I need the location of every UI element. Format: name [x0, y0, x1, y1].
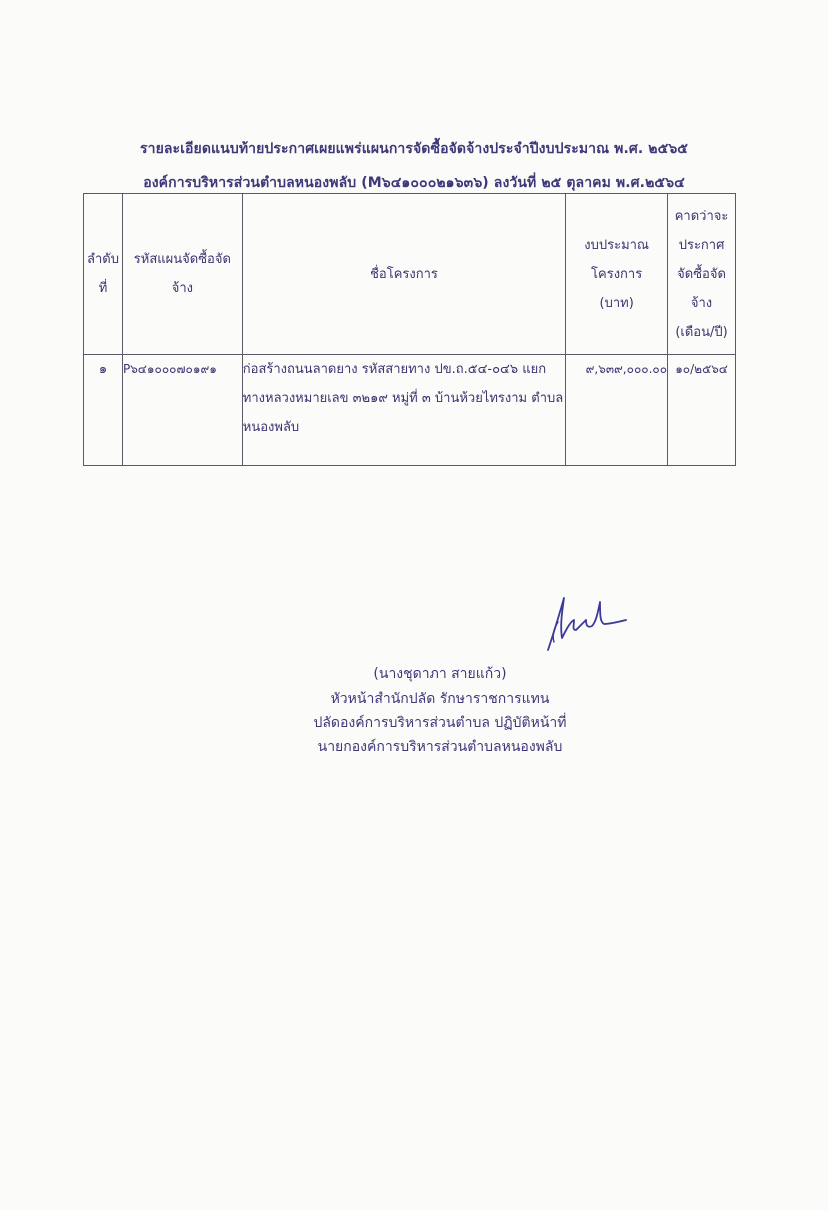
table-header-row: [84, 194, 736, 355]
header-line: จัดซื้อจัด: [677, 266, 726, 282]
signer-name: (นางชุดาภา สายแก้ว): [373, 666, 507, 682]
header-line: ลำดับ: [86, 252, 119, 267]
column-header-no: [84, 194, 123, 355]
row-budget: ๙,๖๓๙,๐๐๐.๐๐: [566, 355, 668, 466]
header-line: คาดว่าจะ: [674, 208, 729, 224]
column-header-budget: [566, 194, 668, 355]
header-line: (บาท): [599, 295, 634, 311]
procurement-plan-table: [83, 193, 736, 466]
column-header-code: [122, 194, 242, 355]
signer-title-1: หัวหน้าสำนักปลัด รักษาราชการแทน: [330, 691, 550, 707]
handwritten-signature: [540, 592, 630, 654]
header-line: (เดือน/ปี): [675, 324, 728, 340]
row-month-year: ๑๐/๒๕๖๔: [668, 355, 736, 466]
column-header-name: [242, 194, 565, 355]
header-line: งบประมาณ: [584, 237, 649, 253]
table-row: [84, 355, 736, 466]
header-line: จ้าง: [171, 281, 193, 296]
row-plan-code: P๖๔๑๐๐๐๗๐๑๙๑: [122, 355, 242, 466]
row-no: ๑: [84, 355, 123, 466]
document-title: รายละเอียดแนบท้ายประกาศเผยแพร่แผนการจัดซื้อจัดจ้างประจำปีงบประมาณ พ.ศ. ๒๕๖๕: [139, 141, 689, 157]
signer-title-3: นายกองค์การบริหารส่วนตำบลหนองพลับ: [317, 739, 563, 755]
column-header-month: [668, 194, 736, 355]
header-line: จ้าง: [690, 295, 713, 311]
header-line: รหัสแผนจัดซื้อจัด: [133, 252, 231, 267]
row-project-name: ก่อสร้างถนนลาดยาง รหัสสายทาง ปข.ถ.๕๔-๐๔๖ แยกทางหลวงหมายเลข ๓๒๑๙ หมู่ที่ ๓ บ้านห้วยไทรงาม ตำบลหนองพลับ: [242, 355, 565, 466]
header-line: ชื่อโครงการ: [370, 266, 438, 282]
header-line: โครงการ: [591, 266, 643, 282]
document-subtitle: องค์การบริหารส่วนตำบลหนองพลับ (M๖๔๑๐๐๐๒๑๖๓๖) ลงวันที่ ๒๕ ตุลาคม พ.ศ.๒๕๖๔: [143, 175, 685, 191]
header-line: ประกาศ: [678, 237, 725, 253]
signer-title-2: ปลัดองค์การบริหารส่วนตำบล ปฏิบัติหน้าที่: [313, 715, 567, 731]
header-line: ที่: [98, 281, 108, 296]
